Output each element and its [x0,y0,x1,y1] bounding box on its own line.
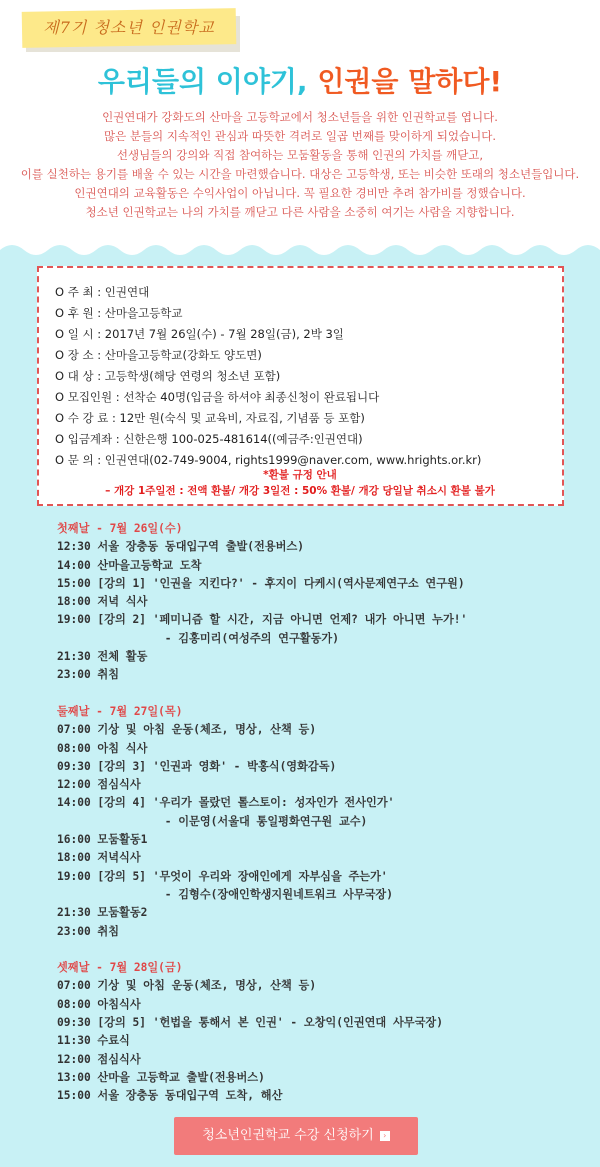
apply-button-label: 청소년인권학교 수강 신청하기 [202,1128,374,1143]
wave-divider [0,236,600,266]
schedule-item: 15:00 서울 장충동 동대입구역 도착, 해산 [57,1089,283,1103]
schedule-item: 12:00 점심식사 [57,778,141,792]
info-host: O 주 최 : 인권연대 [55,285,150,299]
intro-line: 이를 실천하는 용기를 배울 수 있는 시간을 마련했습니다. 대상은 고등학생, 또는 비슷한 또래의 청소년들입니다. [20,167,580,181]
info-target: O 대 상 : 고등학생(해당 연령의 청소년 포함) [55,369,281,383]
info-capacity: O 모집인원 : 선착순 40명(입금을 하셔야 최종신청이 완료됩니다 [55,390,380,404]
schedule-item: 19:00 [강의 5] '무엇이 우리와 장애인에게 자부심을 주는가' [57,869,388,883]
schedule-item: 14:00 [강의 4] '우리가 몰랐던 톨스토이: 성자인가 전사인가' [57,796,395,810]
schedule-item: 08:00 아침 식사 [57,741,148,755]
schedule-item: 07:00 기상 및 아침 운동(체조, 명상, 산책 등) [57,723,317,737]
schedule-item: 23:00 취침 [57,924,120,938]
headline [0,60,600,100]
schedule-item: 21:30 모둠활동2 [57,906,148,920]
info-sponsor: O 후 원 : 산마을고등학교 [55,306,183,320]
schedule [57,520,467,1106]
intro-line: 많은 분들의 지속적인 관심과 따뜻한 격려로 일곱 번째를 맞이하게 되었습니다. [103,129,497,143]
intro-line: 선생님들의 강의와 직접 참여하는 모둠활동을 통해 인권의 가치를 깨닫고, [116,148,484,162]
schedule-item: 15:00 [강의 1] '인권을 지킨다?' - 후지이 다케시(역사문제연구소 연구원) [57,576,465,590]
event-tag [22,10,240,52]
intro-line: 청소년 인권학교는 나의 가치를 깨닫고 다른 사람을 소중히 여기는 사람을 지향합니다. [85,205,515,219]
tag-label: 제7기 청소년 인권학교 [43,18,215,37]
schedule-spacer [57,941,467,959]
schedule-item: 07:00 기상 및 아침 운동(체조, 명상, 산책 등) [57,979,317,993]
intro-line: 인권연대의 교육활동은 수익사업이 아닙니다. 꼭 필요한 경비만 추려 참가비를 정했습니다. [74,186,526,200]
schedule-item: 21:30 전체 활동 [57,650,148,664]
apply-button[interactable] [174,1117,418,1155]
schedule-item: 18:00 저녁식사 [57,851,141,865]
schedule-item: - 이문영(서울대 통일평화연구원 교수) [57,814,368,828]
day-heading: 셋째날 - 7월 28일(금) [57,961,183,975]
header-section [0,0,600,245]
schedule-spacer [57,685,467,703]
schedule-item: 12:30 서울 장충동 동대입구역 출발(전용버스) [57,540,305,554]
schedule-item: 18:00 저녁 식사 [57,595,148,609]
schedule-item: 16:00 모둠활동1 [57,833,148,847]
info-list [55,282,481,471]
schedule-item: 11:30 수료식 [57,1034,130,1048]
info-contact: O 문 의 : 인권연대(02-749-9004, rights1999@naver.com, www.hrights.or.kr) [55,453,482,467]
schedule-item: 19:00 [강의 2] '페미니즘 할 시간, 지금 아니면 언제? 내가 아니면 누가!' [57,613,468,627]
intro-text [0,108,600,222]
refund-text: – 개강 1주일전 : 전액 환불/ 개강 3일전 : 50% 환불/ 개강 당일날 취소시 환불 불가 [105,485,495,497]
day-heading: 둘째날 - 7월 27일(목) [57,704,183,718]
schedule-item: 09:30 [강의 3] '인권과 영화' - 박홍식(영화감독) [57,759,337,773]
refund-title: *환불 규정 안내 [263,469,337,481]
schedule-item: 08:00 아침식사 [57,997,141,1011]
arrow-right-icon: › [380,1131,390,1141]
schedule-item: - 김형수(장애인학생지원네트워크 사무국장) [57,887,393,901]
day-heading: 첫째날 - 7월 26일(수) [57,522,183,535]
info-date: O 일 시 : 2017년 7월 26일(수) - 7월 28일(금), 2박 3일 [55,327,344,341]
headline-part1: 우리들의 이야기, [97,65,318,98]
info-place: O 장 소 : 산마을고등학교(강화도 양도면) [55,348,262,362]
intro-line: 인권연대가 강화도의 산마을 고등학교에서 청소년들을 위한 인권학교를 엽니다. [102,110,498,124]
schedule-item: - 김홍미리(여성주의 연구활동가) [57,631,339,645]
info-fee: O 수 강 료 : 12만 원(숙식 및 교육비, 자료집, 기념품 등 포함) [55,411,365,425]
schedule-item: 13:00 산마을 고등학교 출발(전용버스) [57,1070,265,1084]
schedule-item: 23:00 취침 [57,668,120,682]
schedule-item: 14:00 산마을고등학교 도착 [57,558,202,572]
headline-part2: 인권을 말하다! [317,65,503,98]
refund-notice [0,467,600,499]
schedule-item: 12:00 점심식사 [57,1052,141,1066]
info-account: O 입금계좌 : 신한은행 100-025-481614((예금주:인권연대) [55,432,363,446]
schedule-item: 09:30 [강의 5] '헌법을 통해서 본 인권' - 오창익(인권연대 사무국장) [57,1016,443,1030]
